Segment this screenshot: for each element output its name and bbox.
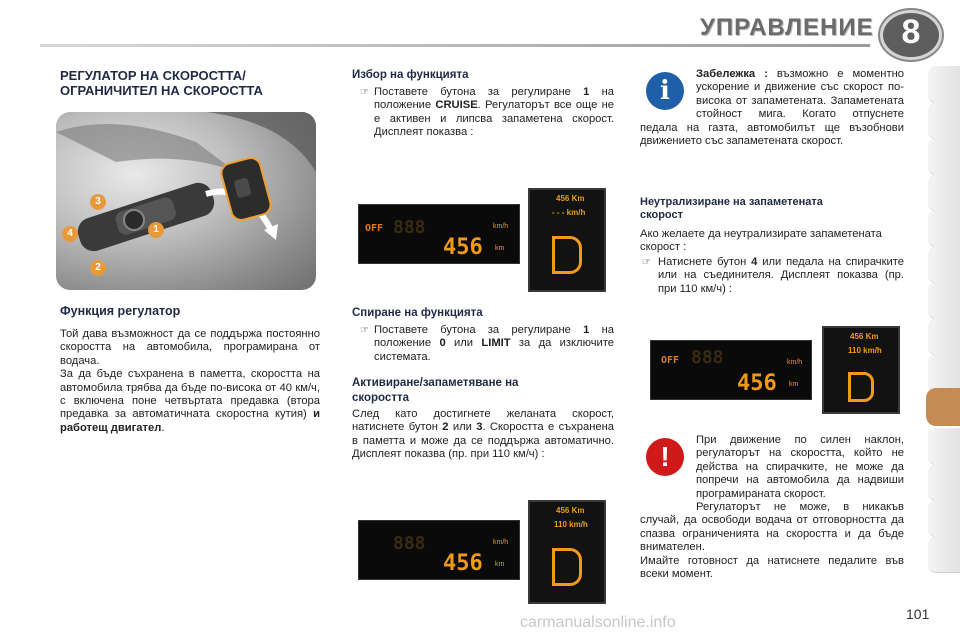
select-text: [374, 86, 614, 140]
note-icon-spacer: [640, 68, 696, 112]
stop-text-f: LIMIT: [481, 337, 511, 350]
stop-bullet: [352, 324, 614, 364]
activate-text-d: 3: [476, 421, 483, 434]
stop-text-e: или: [445, 337, 482, 350]
activate-text-a: След като достигнете желаната скорост, натиснете бутон: [352, 408, 614, 434]
activate-text-c: или: [448, 421, 477, 434]
chapter-tab[interactable]: [928, 174, 960, 211]
trip-readout: 456 Km: [850, 332, 879, 341]
neutralize-bullet: [640, 256, 904, 296]
section-title-line: ОГРАНИЧИТЕЛ НА СКОРОСТТА: [60, 83, 263, 98]
stop-text-d: 0: [439, 337, 446, 350]
select-text-b: 1: [583, 86, 590, 98]
chapter-tab[interactable]: [928, 138, 960, 175]
stop-text-b: 1: [583, 324, 590, 336]
off-indicator: OFF: [661, 355, 680, 366]
neutralize-bullet-text: [658, 256, 904, 296]
chapter-tab[interactable]: [928, 282, 960, 319]
gear-indicator: [552, 548, 582, 586]
unit-km: km: [495, 561, 505, 568]
neutralize-intro: Ако желаете да неутрализирате запаметената скорост :: [640, 228, 882, 254]
select-text-d: CRUISE: [435, 99, 478, 112]
note-label: Забележка :: [696, 68, 777, 80]
func-text-2: [60, 368, 320, 435]
activate-heading-line: Активиране/запаметяване на: [352, 377, 519, 389]
unit-km: km: [495, 245, 505, 252]
stop-text-c: на положение: [374, 324, 614, 350]
func-heading: Функция регулатор: [60, 304, 181, 318]
neutralize-text-b: 4: [751, 256, 758, 268]
gear-indicator: [552, 236, 582, 274]
activate-heading-line: скоростта: [352, 392, 409, 404]
stop-text: [374, 324, 614, 364]
info-display: [528, 188, 606, 292]
activate-text-b: 2: [442, 421, 449, 434]
watermark: carmanualsonline.info: [520, 614, 676, 631]
section-title-line: РЕГУЛАТОР НА СКОРОСТТА/: [60, 68, 246, 83]
func-text-2c: .: [161, 421, 165, 434]
page-number: 101: [906, 606, 930, 622]
stop-heading: Спиране на функцията: [352, 307, 483, 319]
func-text-2b: и работещ двигател: [60, 408, 320, 434]
instrument-display: [358, 204, 520, 264]
seg-ghost: 888: [393, 533, 426, 554]
warning-icon-spacer: [640, 434, 696, 514]
warning-text: [640, 434, 904, 581]
select-bullet: [352, 86, 614, 140]
hand-bullet-icon: ☞: [360, 87, 369, 98]
chapter-tab[interactable]: [928, 246, 960, 283]
callout-2: 2: [90, 260, 106, 276]
neutralize-text-a: Натиснете бутон: [658, 256, 752, 268]
func-paragraph: [60, 328, 320, 435]
page-title: УПРАВЛЕНИЕ: [700, 14, 874, 41]
info-display: [528, 500, 606, 604]
cruise-speed-readout: 110 km/h: [848, 346, 882, 355]
gear-indicator: [848, 372, 874, 402]
callout-3: 3: [90, 194, 106, 210]
cruise-speed-readout: - - - km/h: [552, 208, 586, 217]
neutralize-heading-line: скорост: [640, 209, 683, 221]
chapter-tab[interactable]: [928, 464, 960, 501]
odometer-readout: 456: [443, 235, 483, 260]
chapter-tab[interactable]: [928, 536, 960, 573]
stop-text-g: за да изключите системата.: [374, 337, 615, 363]
unit-kmh: km/h: [493, 223, 509, 230]
activate-heading: [352, 376, 518, 406]
neutralize-text: [640, 228, 904, 255]
unit-kmh: km/h: [493, 539, 509, 546]
select-text-a: Поставете бутона за регулиране: [374, 86, 584, 98]
header-rule: [40, 44, 870, 47]
off-indicator: OFF: [365, 223, 384, 234]
cruise-speed-readout: 110 km/h: [554, 520, 588, 529]
unit-kmh: km/h: [787, 359, 803, 366]
func-text-1: Той дава възможност да се поддържа постоянно скоростта на автомобила, програмирана от водача.: [60, 328, 320, 367]
select-text-e: . Регулаторът все още не е активен и липсва запаметена скорост. Дисплеят показва :: [374, 99, 615, 139]
seg-ghost: 888: [691, 347, 724, 368]
stalk-photo: [56, 112, 316, 290]
chapter-tab[interactable]: [928, 428, 960, 465]
chapter-tab[interactable]: [928, 66, 960, 103]
func-text-2a: За да бъде съхранена в паметта, скоростта на автомобила трябва да бъде по-висока от 40 км/ч, с включена поне четвъртата предавка (втора предавка за автоматичната скоростна кутия): [60, 368, 320, 421]
chapter-tab[interactable]: [928, 102, 960, 139]
section-title: [60, 68, 330, 98]
info-display: [822, 326, 900, 414]
callout-1: 1: [148, 222, 164, 238]
neutralize-heading-line: Неутрализиране на запаметената: [640, 196, 823, 208]
activate-text: [352, 408, 614, 462]
hand-bullet-icon: ☞: [642, 257, 651, 268]
chapter-tab[interactable]: [928, 354, 960, 391]
note-text: [640, 68, 904, 148]
select-text-c: на положение: [374, 86, 614, 112]
trip-readout: 456 Km: [556, 506, 585, 515]
chapter-number: 8: [901, 13, 921, 51]
hand-bullet-icon: ☞: [360, 325, 369, 336]
chapter-tab[interactable]: [928, 500, 960, 537]
activate-text-e: . Скоростта е съхранена в паметта и може да се поддържа автоматично. Дисплеят показва (пр. при 110 км/ч) :: [352, 421, 614, 461]
warning-icon: !: [646, 438, 684, 476]
instrument-display: [358, 520, 520, 580]
callout-4: 4: [62, 226, 78, 242]
select-heading: Избор на функцията: [352, 69, 469, 81]
neutralize-text-c: или педала на спирачките или на съединителя. Дисплеят показва (пр. при 110 км/ч) :: [658, 256, 904, 295]
neutralize-heading: [640, 196, 823, 222]
warning-body-1: При движение по силен наклон, регулаторът на скоростта, който не действа на спирачките, не може да попречи на автомобила да надвиши програмираната скорост.: [696, 434, 904, 500]
warning-body-3: Имайте готовност да натиснете педалите във всеки момент.: [640, 554, 904, 581]
seg-ghost: 888: [393, 217, 426, 238]
chapter-tab-active[interactable]: [926, 388, 960, 426]
note-body: възможно е моментно ускорение и движение със скорост по-висока от запаметената. Запаметената стойност мига. Когато отпуснете педала на газта, автомобилът ще възобнови движението със запаметената скорост.: [640, 68, 904, 148]
warning-body-2: Регулаторът не може, в никакъв случай, да освободи водача от отговорността да спазва ограниченията на скоростта и да бъде внимателен.: [640, 501, 904, 554]
chapter-tab[interactable]: [928, 210, 960, 247]
instrument-display: [650, 340, 812, 400]
chapter-tab[interactable]: [928, 318, 960, 355]
stop-text-a: Поставете бутона за регулиране: [374, 324, 584, 336]
odometer-readout: 456: [737, 371, 777, 396]
odometer-readout: 456: [443, 551, 483, 576]
trip-readout: 456 Km: [556, 194, 585, 203]
unit-km: km: [789, 381, 799, 388]
info-icon: i: [646, 72, 684, 110]
